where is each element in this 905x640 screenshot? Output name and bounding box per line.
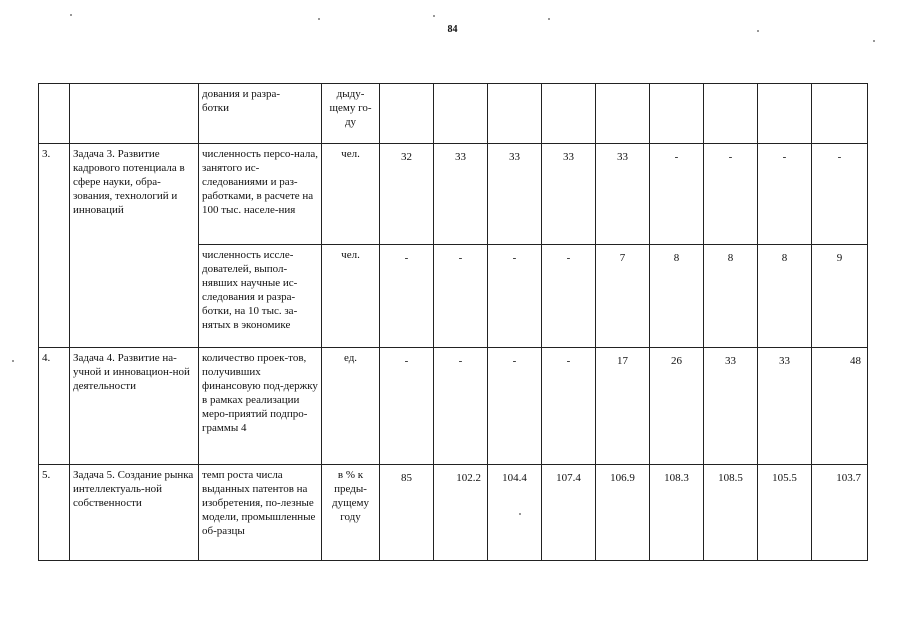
cell-value: -: [704, 144, 758, 245]
cell-value: -: [380, 245, 434, 348]
cell-value: 108.5: [704, 465, 758, 561]
cell-value: 33: [758, 348, 812, 465]
cell-value: -: [488, 245, 542, 348]
cell-value: 33: [542, 144, 596, 245]
cell-value: 103.7: [812, 465, 868, 561]
cell-value: 108.3: [650, 465, 704, 561]
cell-indicator: численность иссле-дователей, выпол-нявших научные ис-следования и разра-ботки, на 10 тыс. за-нятых в экономике: [199, 245, 322, 348]
cell-value: -: [650, 144, 704, 245]
cell-value: 48: [812, 348, 868, 465]
cell-value: [704, 84, 758, 144]
cell-value: 33: [488, 144, 542, 245]
cell-unit: ед.: [322, 348, 380, 465]
cell-num: 4.: [39, 348, 70, 465]
cell-value: 33: [704, 348, 758, 465]
cell-indicator: количество проек-тов, получивших финансовую под-держку в рамках реализации меро-приятий подпро-граммы 4: [199, 348, 322, 465]
scan-speck: [548, 18, 550, 20]
cell-value: 33: [596, 144, 650, 245]
cell-indicator: дования и разра- ботки: [199, 84, 322, 144]
table-row-task-4: [39, 348, 868, 465]
cell-value: 17: [596, 348, 650, 465]
cell-value: 104.4: [488, 465, 542, 561]
cell-value: -: [488, 348, 542, 465]
cell-value: 107.4: [542, 465, 596, 561]
cell-value: 26: [650, 348, 704, 465]
cell-value: 102.2: [434, 465, 488, 561]
cell-task: Задача 3. Развитие кадрового потенциала в сфере науки, обра-зования, технологий и инноваций: [70, 144, 199, 348]
cell-unit: чел.: [322, 144, 380, 245]
cell-value: -: [812, 144, 868, 245]
cell-value: [758, 84, 812, 144]
scan-speck: [519, 513, 521, 515]
cell-value: [542, 84, 596, 144]
cell-value: [596, 84, 650, 144]
cell-value: 9: [812, 245, 868, 348]
cell-task: Задача 4. Развитие на-учной и инновацион-ной деятельности: [70, 348, 199, 465]
cell-value: -: [542, 245, 596, 348]
cell-value: 33: [434, 144, 488, 245]
cell-indicator: темп роста числа выданных патентов на изобретения, по-лезные модели, промышленные об-разцы: [199, 465, 322, 561]
table-row-task-5: [39, 465, 868, 561]
cell-value: [650, 84, 704, 144]
table-row-continued-header: [39, 84, 868, 144]
cell-unit: дыду- щему го- ду: [322, 84, 380, 144]
cell-value: -: [380, 348, 434, 465]
scan-speck: [70, 14, 72, 16]
cell-value: 85: [380, 465, 434, 561]
scan-speck: [873, 40, 875, 42]
cell-value: [812, 84, 868, 144]
cell-unit: чел.: [322, 245, 380, 348]
scan-speck: [318, 18, 320, 20]
indicators-table: [38, 83, 868, 561]
cell-value: [488, 84, 542, 144]
cell-value: [380, 84, 434, 144]
cell-value: -: [434, 348, 488, 465]
cell-value: 105.5: [758, 465, 812, 561]
scan-speck: [757, 30, 759, 32]
cell-value: -: [758, 144, 812, 245]
scan-speck: [12, 360, 14, 362]
cell-task: Задача 5. Создание рынка интеллектуаль-ной собственности: [70, 465, 199, 561]
cell-value: 7: [596, 245, 650, 348]
cell-value: 106.9: [596, 465, 650, 561]
cell-value: 8: [758, 245, 812, 348]
cell-value: 8: [650, 245, 704, 348]
cell-num: 5.: [39, 465, 70, 561]
scan-speck: [433, 15, 435, 17]
cell-value: -: [434, 245, 488, 348]
table-row-task-3a: [39, 144, 868, 245]
cell-task: [70, 84, 199, 144]
cell-num: [39, 84, 70, 144]
cell-num: 3.: [39, 144, 70, 348]
cell-unit: в % к преды-дущему году: [322, 465, 380, 561]
cell-indicator: численность персо-нала, занятого ис-следованиями и раз-работками, в расчете на 100 тыс. населе-ния: [199, 144, 322, 245]
cell-value: -: [542, 348, 596, 465]
cell-value: [434, 84, 488, 144]
cell-value: 8: [704, 245, 758, 348]
cell-value: 32: [380, 144, 434, 245]
page-number: 84: [447, 24, 458, 35]
